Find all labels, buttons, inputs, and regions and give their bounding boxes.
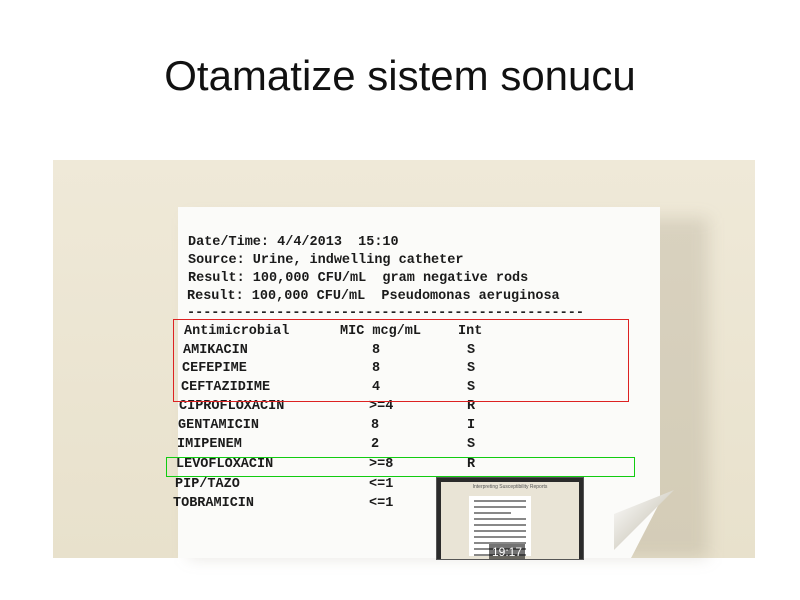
sensitive-drugs-highlight — [173, 319, 629, 402]
mic-value: <=1 — [369, 496, 394, 511]
interpretation: R — [467, 457, 476, 472]
report-result-2: Result: 100,000 CFU/mL Pseudomonas aeruginosa — [187, 289, 560, 304]
drug-name: TOBRAMICIN — [173, 496, 255, 511]
levofloxacin-highlight — [166, 457, 635, 477]
drug-name: CEFEPIME — [182, 361, 247, 376]
drug-name: IMIPENEM — [177, 437, 242, 452]
mic-value: 8 — [372, 361, 381, 376]
drug-name: GENTAMICIN — [178, 418, 260, 433]
slide-title: Otamatize sistem sonucu — [164, 52, 636, 99]
interpretation: S — [467, 343, 476, 358]
mic-value: >=4 — [369, 399, 394, 414]
thumbnail-heading: Interpreting Susceptibility Reports — [472, 484, 548, 490]
drug-name: AMIKACIN — [183, 343, 248, 358]
mic-value: <=1 — [369, 477, 394, 492]
interpretation: R — [467, 399, 476, 414]
drug-name: LEVOFLOXACIN — [176, 457, 274, 472]
interpretation: I — [467, 418, 476, 433]
interpretation: S — [467, 380, 476, 395]
mic-value: 8 — [371, 418, 380, 433]
thumbnail-timestamp: 19:17 — [489, 544, 525, 560]
report-separator: ------------------------------------------------- — [187, 306, 584, 321]
column-header-int: Int — [458, 324, 483, 339]
mic-value: 8 — [372, 343, 381, 358]
interpretation: S — [467, 361, 476, 376]
report-result-1: Result: 100,000 CFU/mL gram negative rods — [188, 271, 529, 286]
column-header-mic: MIC mcg/mL — [340, 324, 422, 339]
video-thumbnail[interactable] — [436, 477, 584, 560]
column-header-antimicrobial: Antimicrobial — [184, 324, 290, 339]
interpretation: S — [467, 437, 476, 452]
drug-name: CIPROFLOXACIN — [179, 399, 285, 414]
mic-value: 2 — [371, 437, 380, 452]
drug-name: CEFTAZIDIME — [181, 380, 271, 395]
report-source: Source: Urine, indwelling catheter — [188, 253, 464, 268]
mic-value: 4 — [372, 380, 381, 395]
mic-value: >=8 — [369, 457, 394, 472]
thumbnail-frame — [441, 482, 579, 559]
drug-name: PIP/TAZO — [175, 477, 240, 492]
report-datetime: Date/Time: 4/4/2013 15:10 — [188, 235, 399, 250]
